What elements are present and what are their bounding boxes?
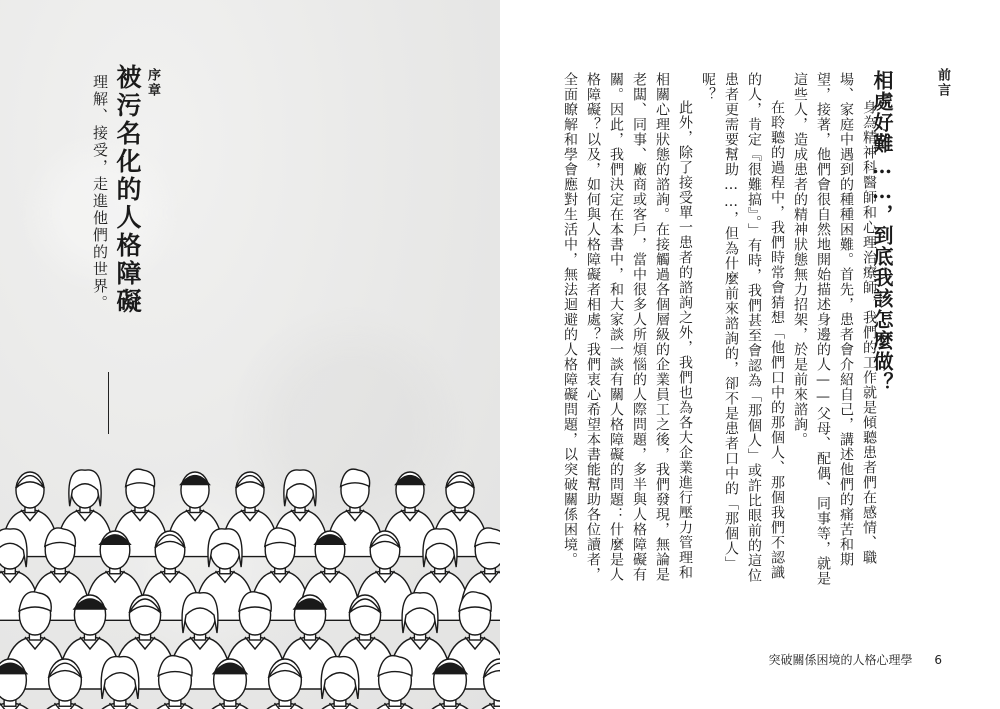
title-rule bbox=[108, 372, 109, 434]
crowd-illustration bbox=[0, 430, 500, 709]
footer-book-title: 突破關係困境的人格心理學 bbox=[768, 653, 913, 667]
body-text bbox=[558, 72, 880, 592]
preface-label: 前言 bbox=[935, 68, 950, 98]
chapter-title: 被污名化的人格障礙 bbox=[113, 64, 142, 316]
paragraph: 此外，除了接受單一患者的諮詢之外，我們也為各大企業進行壓力管理和相關心理狀態的諮詢。在接觸過各個層級的企業員工之後，我們發現，無論是老闆、同事、廠商或客戶，當中很多人所煩惱的人際問題，多半與人格障礙有關。因此，我們決定在本書中，和大家談一談有關人格障礙的問題：什麼是人格障礙？以及，如何與人格障礙者相處？我們衷心希望本書能幫助各位讀者，全面瞭解和學會應對生活中，無法迴避的人格障礙問題，以突破關係困境。 bbox=[562, 72, 693, 582]
preface-title: 相處好難……，到底我該怎麼做？ bbox=[870, 70, 894, 393]
paragraph: 在聆聽的過程中，我們時常會猜想「他們口中的那個人、那個我們不認識的人，肯定『很難搞』。」有時，我們甚至會認為「那個人」或許比眼前的這位患者更需要幫助……，但為什麼前來諮詢的，卻不是患者口中的「那個人」呢？ bbox=[700, 72, 785, 583]
right-page bbox=[500, 0, 1000, 709]
paragraph: 身為精神科醫師和心理治療師，我們的工作就是傾聽患者們在感情、職場、家庭中遇到的種種困難。首先，患者會介紹自己，講述他們的痛苦和期望，接著，他們會很自然地開始描述身邊的人——父母、配偶、同事等，就是這些人，造成患者的精神狀態無力招架，於是前來諮詢。 bbox=[792, 72, 877, 586]
page-number: 6 bbox=[934, 653, 942, 667]
page-footer bbox=[769, 651, 942, 668]
chapter-subtitle: 理解、接受，走進他們的世界。 bbox=[91, 74, 109, 312]
chapter-label: 序章 bbox=[145, 68, 160, 98]
